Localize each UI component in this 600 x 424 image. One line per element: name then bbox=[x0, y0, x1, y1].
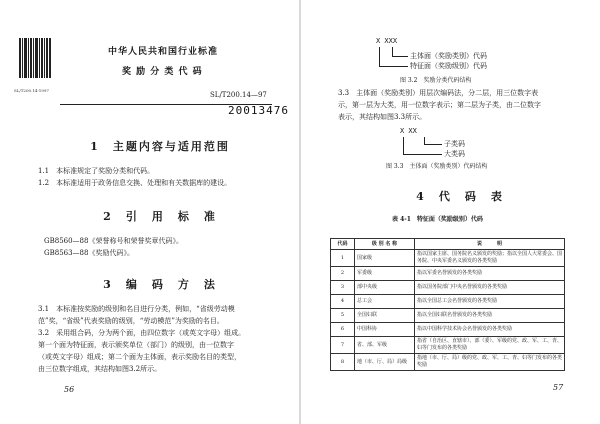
reference-2: GB8563—88《奖励代码》。 bbox=[44, 249, 134, 257]
table-row bbox=[331, 354, 565, 371]
para-3-line-5: （或英文字母）组成；第二个面为主体面，表示奖励名目的类型， bbox=[38, 353, 241, 361]
table-row bbox=[331, 295, 565, 309]
barcode-caption: SL/T200.14-1997 bbox=[14, 88, 49, 93]
table-row bbox=[331, 281, 565, 295]
standard-number: SL/T200.14—97 bbox=[210, 91, 267, 99]
table-cell-name: 国家级 bbox=[355, 250, 415, 267]
diagram1-label-main: 主体面（奖励类别）代码 bbox=[410, 52, 487, 60]
diagram2-code: X XX bbox=[400, 127, 417, 135]
diagram2-label-major: 大类码 bbox=[444, 150, 465, 158]
table-cell-code: 8 bbox=[331, 354, 355, 371]
diagram2-caption: 图 3.3 主体面（奖励类别）代码结构 bbox=[386, 163, 488, 170]
table-cell-desc: 指以中国科学技术协会名誉颁发的各类奖励 bbox=[415, 323, 565, 337]
table-cell-code: 6 bbox=[331, 323, 355, 337]
table-cell-desc: 指省（自治区、直辖市）、部（委）、军级的党、政、军、工、青、妇等门发布的各类奖励 bbox=[415, 337, 565, 354]
reference-1: GB8560—88《荣誉称号和荣誉奖章代码》。 bbox=[44, 237, 183, 245]
table-cell-code: 1 bbox=[331, 250, 355, 267]
table-cell-name: 省、部、军级 bbox=[355, 337, 415, 354]
table-cell-code: 2 bbox=[331, 267, 355, 281]
diagram1-caption: 图 3.2 奖励分类代码结构 bbox=[400, 77, 472, 84]
table-row bbox=[331, 337, 565, 354]
stamp-number: 20013476 bbox=[228, 104, 289, 117]
para-3-line-6: 由三位数字组成，其结构如图3.2所示。 bbox=[38, 365, 162, 373]
para-1-2: 1.2 本标准适用于政务信息交换、处理和有关数据库的建设。 bbox=[38, 179, 232, 187]
table-header-row bbox=[331, 239, 565, 250]
diagram1-connector bbox=[379, 66, 408, 67]
para-3-3-line-1: 3.3 主体面（奖励类别）用层次编码法，分二层，用三位数字表 bbox=[338, 89, 539, 97]
table-cell-name: 总工会 bbox=[355, 295, 415, 309]
diagram2-connector bbox=[424, 144, 442, 145]
table-row bbox=[331, 323, 565, 337]
para-3-line-4: 第一个面为特征面，表示颁奖单位（部门）的级别，由一位数字 bbox=[38, 341, 234, 349]
barcode-image bbox=[18, 38, 52, 88]
table-cell-desc: 指以军委名誉颁发的各类奖励 bbox=[415, 267, 565, 281]
para-1-1: 1.1 本标准规定了奖励分类和代码。 bbox=[38, 167, 155, 175]
table-cell-name: 军委级 bbox=[355, 267, 415, 281]
section-4-heading: 4 代 码 表 bbox=[416, 190, 504, 203]
document-title: 奖 励 分 类 代 码 bbox=[122, 67, 203, 77]
diagram1-connector bbox=[392, 56, 408, 57]
table-header-desc: 说 明 bbox=[415, 239, 565, 250]
diagram2-connector bbox=[403, 154, 442, 155]
para-3-3-line-2: 示，第一层为大类，用一位数字表示；第二层为子类，由二位数字 bbox=[338, 101, 541, 109]
table-cell-code: 4 bbox=[331, 295, 355, 309]
table-cell-code: 5 bbox=[331, 309, 355, 323]
table-cell-name: 地（市、厅、局）局级 bbox=[355, 354, 415, 371]
section-3-heading: 3 编 码 方 法 bbox=[103, 278, 217, 291]
page-number-right: 57 bbox=[553, 383, 564, 392]
table-row bbox=[331, 250, 565, 267]
diagram1-code: X XXX bbox=[376, 37, 398, 45]
standard-header-title: 中华人民共和国行业标准 bbox=[108, 47, 219, 57]
diagram1-connector bbox=[379, 47, 380, 67]
table-cell-desc: 指以全国妇联名誉颁发的各类奖励 bbox=[415, 309, 565, 323]
section-1-heading: 1 主题内容与适用范围 bbox=[90, 140, 230, 153]
table-cell-name: 中国科协 bbox=[355, 323, 415, 337]
table-caption: 表 4-1 特征面（奖励级别）代码 bbox=[392, 216, 483, 223]
table-row bbox=[331, 267, 565, 281]
table-header-name: 级 别 名 称 bbox=[355, 239, 415, 250]
page-number-left: 56 bbox=[64, 385, 75, 394]
para-3-line-1: 3.1 本标准按奖励的级别和名目进行分类，例如，“省级劳动模 bbox=[38, 305, 235, 313]
para-3-line-2: 范”奖，“省级”代表奖励的级别，“劳动模范”为奖励的名目。 bbox=[38, 317, 224, 325]
table-cell-name: 部中央级 bbox=[355, 281, 415, 295]
table-cell-desc: 指以国务院部门中央名誉颁发的各类奖励 bbox=[415, 281, 565, 295]
diagram2-label-sub: 子类码 bbox=[444, 140, 465, 148]
diagram1-label-feature: 特征面（奖励级别）代码 bbox=[410, 62, 487, 70]
table-cell-desc: 指以全国总工会名誉颁发的各类奖励 bbox=[415, 295, 565, 309]
para-3-3-line-3: 表示，其结构如图3.3所示。 bbox=[338, 113, 427, 121]
table-cell-desc: 指以国家主席、国务院名义颁发的奖励；指以全国人大常委会、国务院、中央军委名义颁发的各类奖励 bbox=[415, 250, 565, 267]
table-cell-code: 3 bbox=[331, 281, 355, 295]
table-cell-desc: 指地（市、厅、局）级的党、政、军、工、青、妇等门发布的各类奖励 bbox=[415, 354, 565, 371]
table-cell-code: 7 bbox=[331, 337, 355, 354]
table-row bbox=[331, 309, 565, 323]
section-2-heading: 2 引 用 标 准 bbox=[103, 210, 217, 223]
diagram2-connector bbox=[403, 137, 404, 155]
para-3-line-3: 3.2 采用组合码，分为两个面，由四位数字（或英文字母）组成。 bbox=[38, 329, 246, 337]
table-cell-name: 全国妇联 bbox=[355, 309, 415, 323]
code-table bbox=[330, 238, 565, 371]
table-header-code: 代码 bbox=[331, 239, 355, 250]
